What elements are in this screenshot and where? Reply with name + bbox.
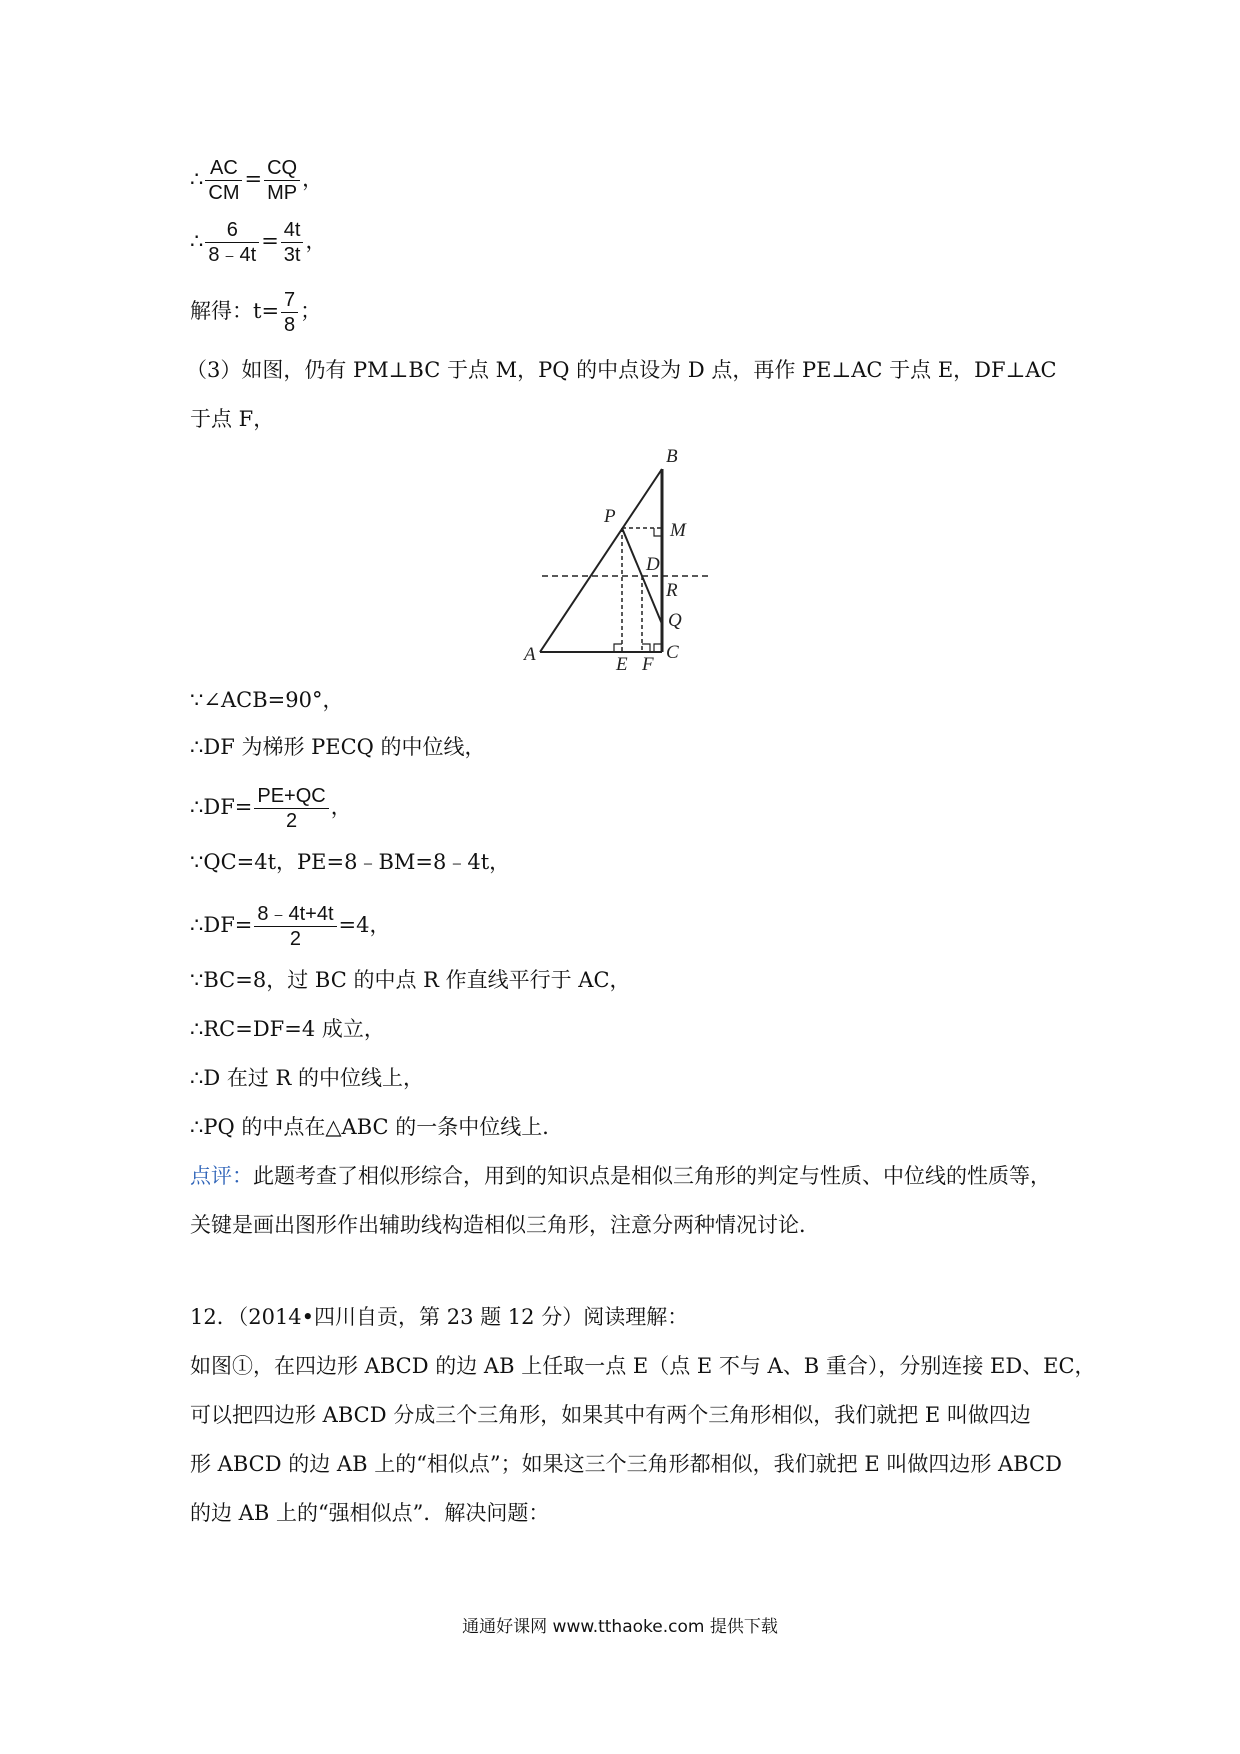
label-r: R	[666, 580, 678, 601]
step-df-midline: ∴DF 为梯形 PECQ 的中位线，	[190, 735, 486, 759]
geometry-figure	[520, 436, 730, 672]
right-angle-mark-f	[642, 644, 650, 652]
label-p: P	[604, 506, 616, 527]
problem12-header: 12．（2014•四川自贡，第 23 题 12 分）阅读理解：	[190, 1305, 689, 1329]
therefore-symbol: ∴	[190, 229, 204, 253]
substitution-line: ∴ $\frac{6}{8﹣4t}$ = $\frac{4t}{3t}$ ，	[190, 219, 327, 266]
step-bc-midpoint: ∵BC=8，过 BC 的中点 R 作直线平行于 AC，	[190, 968, 631, 992]
review-label: 点评：	[190, 1164, 253, 1188]
fraction-ac-cm: $\frac{AC}{CM}$	[205, 156, 242, 205]
label-a: A	[524, 644, 536, 665]
label-d: D	[646, 554, 660, 575]
label-e: E	[616, 654, 628, 672]
step-df-formula: ∴DF= $\frac{PE+QC}{2}$ ，	[190, 785, 352, 832]
problem12-line4: 的边 AB 上的“强相似点”．解决问题：	[190, 1501, 550, 1525]
fraction-pe-qc-over-2: $\frac{PE+QC}{2}$	[254, 784, 328, 833]
label-q: Q	[668, 610, 682, 631]
step-d-on-midline: ∴D 在过 R 的中位线上，	[190, 1066, 425, 1090]
step-angle-acb: ∵∠ACB=90°，	[190, 688, 344, 712]
label-b: B	[666, 446, 678, 467]
review-line1: 点评：此题考查了相似形综合，用到的知识点是相似三角形的判定与性质、中位线的性质等，	[190, 1164, 1051, 1188]
proportion-line: ∴ $\frac{AC}{CM}$ = $\frac{CQ}{MP}$ ，	[190, 157, 324, 204]
part3-intro-line1: （3）如图，仍有 PM⊥BC 于点 M，PQ 的中点设为 D 点，再作 PE⊥AC 于点 E，DF⊥AC	[186, 358, 1057, 382]
solution-t-line: 解得：t= $\frac{7}{8}$ ；	[190, 289, 322, 336]
right-angle-mark-e	[614, 644, 622, 652]
review-line2: 关键是画出图形作出辅助线构造相似三角形，注意分两种情况讨论．	[190, 1213, 820, 1237]
step-conclusion: ∴PQ 的中点在△ABC 的一条中位线上．	[190, 1115, 564, 1139]
problem12-line2: 可以把四边形 ABCD 分成三个三角形，如果其中有两个三角形相似，我们就把 E 叫做四边	[190, 1403, 1031, 1427]
step-rc-df: ∴RC=DF=4 成立，	[190, 1017, 385, 1041]
segment-ab	[540, 469, 662, 652]
fraction-cq-mp: $\frac{CQ}{MP}$	[264, 156, 300, 205]
fraction-7-over-8: $\frac{7}{8}$	[281, 288, 298, 337]
therefore-symbol: ∴	[190, 167, 204, 191]
fraction-6-over-8-4t: $\frac{6}{8﹣4t}$	[205, 218, 259, 267]
label-f: F	[642, 654, 654, 672]
fraction-df-computation: $\frac{8﹣4t+4t}{2}$	[254, 902, 336, 951]
step-df-value: ∴DF= $\frac{8﹣4t+4t}{2}$ =4，	[190, 903, 391, 950]
page-footer: 通通好课网 www.tthaoke.com 提供下载	[462, 1617, 778, 1637]
part3-intro-line2: 于点 F，	[190, 407, 275, 431]
label-m: M	[670, 520, 686, 541]
label-c: C	[666, 642, 679, 663]
step-qc-pe: ∵QC=4t，PE=8﹣BM=8﹣4t，	[190, 850, 511, 874]
fraction-4t-over-3t: $\frac{4t}{3t}$	[281, 218, 304, 267]
problem12-line1: 如图①，在四边形 ABCD 的边 AB 上任取一点 E（点 E 不与 A、B 重合），分别连接 ED、EC，	[190, 1354, 1096, 1378]
problem12-line3: 形 ABCD 的边 AB 上的“相似点”；如果这三个三角形都相似，我们就把 E 叫做四边形 ABCD	[190, 1452, 1062, 1476]
